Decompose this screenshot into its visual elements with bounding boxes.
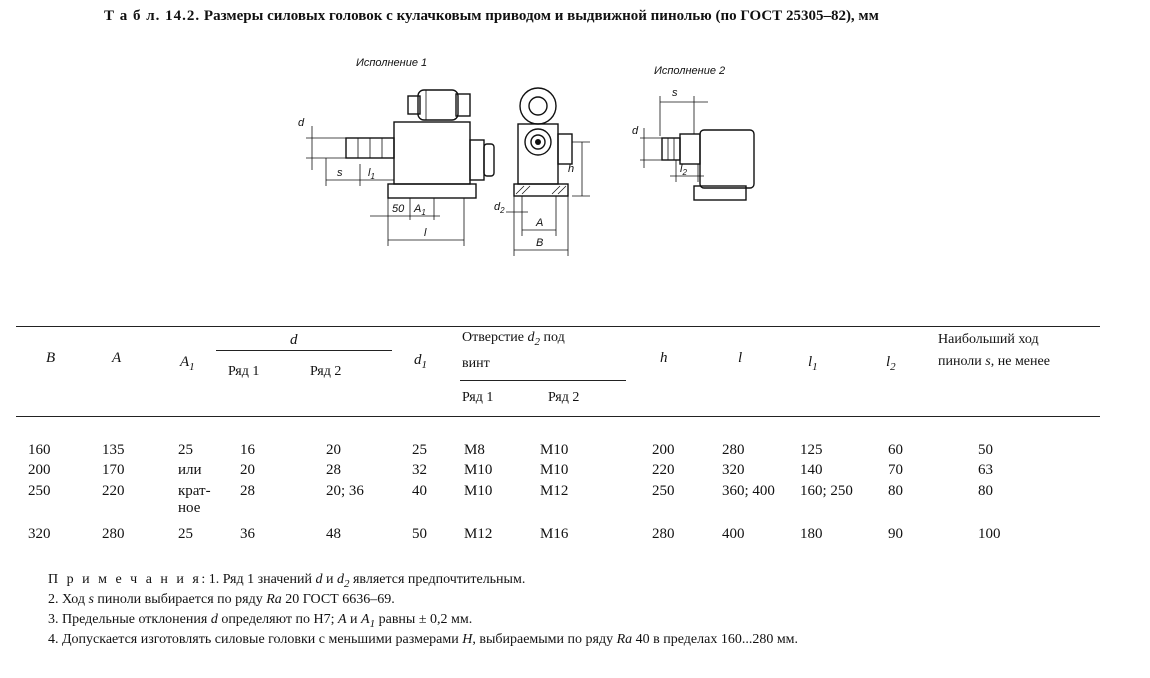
table-cell-h1: M10 [464, 483, 493, 499]
dim-l1: $l_1$ [368, 167, 375, 181]
table-cell-d2r: 28 [326, 462, 341, 478]
header-d: d [290, 332, 298, 348]
table-cell-s: 50 [978, 442, 993, 458]
technical-drawings [0, 40, 1150, 280]
table-caption: Размеры силовых головок с кулачковым приводом и выдвижной пинолью (по ГОСТ 25305–82), мм [203, 8, 879, 24]
hole-group-rule [460, 380, 626, 381]
table-cell-l2: 60 [888, 442, 903, 458]
caption-variant-2: Исполнение 2 [654, 65, 726, 77]
table-cell-d1r: 28 [240, 483, 255, 499]
dim-l: l [424, 227, 427, 239]
header-A1: $A_1$ [180, 354, 195, 373]
table-cell-A: 220 [102, 483, 125, 499]
dim-A: A [536, 217, 544, 229]
d-group-rule [216, 350, 392, 351]
table-cell-d_1: 50 [412, 526, 427, 542]
table-cell-h2: M12 [540, 483, 569, 499]
table-cell-B: 250 [28, 483, 51, 499]
caption-variant-1: Исполнение 1 [356, 57, 428, 69]
table-cell-d2r: 20; 36 [326, 483, 364, 499]
table-cell-l2: 70 [888, 462, 903, 478]
header-bottom-rule [16, 416, 1100, 417]
table-cell-d1r: 20 [240, 462, 255, 478]
table-number: Т а б л. 14.2. [104, 8, 201, 24]
dim-h: h [568, 163, 575, 175]
table-cell-d_1: 25 [412, 442, 427, 458]
table-cell-A1: крат- [178, 483, 211, 499]
header-d-row2: Ряд 2 [310, 364, 342, 379]
table-cell-l2: 90 [888, 526, 903, 542]
table-cell-B: 200 [28, 462, 51, 478]
table-cell-A: 170 [102, 462, 125, 478]
table-cell-h1: M8 [464, 442, 485, 458]
header-A: A [112, 350, 122, 366]
table-cell-B: 320 [28, 526, 51, 542]
table-cell-h1: M12 [464, 526, 493, 542]
table-cell-h: 250 [652, 483, 675, 499]
drawing-variant-1-front [494, 88, 590, 256]
dim-d: d [298, 117, 305, 129]
A1-cell-extra: ное [178, 500, 201, 516]
header-hole: Отверстие $d_2$ под [462, 330, 565, 348]
drawing-variant-2 [632, 65, 754, 200]
dim-A1: $A_1$ [414, 203, 426, 217]
table-cell-l: 400 [722, 526, 745, 542]
header-d-row1: Ряд 1 [228, 364, 260, 379]
table-cell-l: 360; 400 [722, 483, 775, 499]
table-cell-s: 100 [978, 526, 1001, 542]
header-d1: $d_1$ [414, 352, 427, 371]
table-cell-A1: или [178, 462, 202, 478]
dim-B: B [536, 237, 544, 249]
header-stroke-line1: Наибольший ход [938, 332, 1039, 347]
table-top-rule [16, 326, 1100, 327]
table-cell-l1: 125 [800, 442, 823, 458]
table-cell-h: 220 [652, 462, 675, 478]
table-cell-l1: 140 [800, 462, 823, 478]
table-cell-h2: M10 [540, 462, 569, 478]
header-B: B [46, 350, 56, 366]
header-l: l [738, 350, 743, 366]
dim-l2: $l_2$ [680, 163, 687, 177]
header-hole-row1: Ряд 1 [462, 390, 494, 405]
dim-d-variant-2: d [632, 125, 639, 137]
note-4: 4. Допускается изготовлять силовые головки с меньшими размерами H, выбираемыми по ряду Ra 40 в пределах 160...280 мм. [48, 632, 799, 647]
table-cell-l: 320 [722, 462, 745, 478]
header-l1: $l_1$ [808, 354, 818, 373]
table-cell-d_1: 40 [412, 483, 427, 499]
dim-s-variant-2: s [672, 87, 678, 99]
note-1: П р и м е ч а н и я: 1. Ряд 1 значений d и $d_2$ является предпочтительным. [48, 572, 526, 590]
table-cell-l1: 180 [800, 526, 823, 542]
table-cell-d1r: 36 [240, 526, 255, 542]
dim-d2: $d_2$ [494, 201, 505, 215]
table-cell-d_1: 32 [412, 462, 427, 478]
table-cell-A: 280 [102, 526, 125, 542]
table-title [104, 8, 879, 25]
header-hole-line2: винт [462, 356, 490, 371]
table-cell-h2: M16 [540, 526, 569, 542]
table-cell-d1r: 16 [240, 442, 255, 458]
header-hole-row2: Ряд 2 [548, 390, 580, 405]
table-cell-h1: M10 [464, 462, 493, 478]
table-cell-A: 135 [102, 442, 125, 458]
table-cell-l2: 80 [888, 483, 903, 499]
table-cell-A1: 25 [178, 442, 193, 458]
note-3: 3. Предельные отклонения d определяют по H7; A и $A_1$ равны ± 0,2 мм. [48, 612, 473, 630]
table-cell-B: 160 [28, 442, 51, 458]
table-cell-s: 63 [978, 462, 993, 478]
table-cell-l: 280 [722, 442, 745, 458]
table-cell-h: 200 [652, 442, 675, 458]
table-cell-d2r: 20 [326, 442, 341, 458]
table-cell-s: 80 [978, 483, 993, 499]
drawing-variant-1-side [298, 57, 494, 246]
note-2: 2. Ход s пиноли выбирается по ряду Ra 20 ГОСТ 6636–69. [48, 592, 395, 607]
table-cell-h2: M10 [540, 442, 569, 458]
dimensions-table [0, 318, 1100, 558]
header-stroke-line2: пиноли s, не менее [938, 354, 1050, 369]
notes [48, 570, 798, 650]
dim-s: s [337, 167, 343, 179]
dim-50: 50 [392, 203, 405, 215]
table-cell-l1: 160; 250 [800, 483, 853, 499]
table-cell-d2r: 48 [326, 526, 341, 542]
table-cell-h: 280 [652, 526, 675, 542]
header-l2: $l_2$ [886, 354, 896, 373]
table-cell-A1: 25 [178, 526, 193, 542]
header-h: h [660, 350, 668, 366]
